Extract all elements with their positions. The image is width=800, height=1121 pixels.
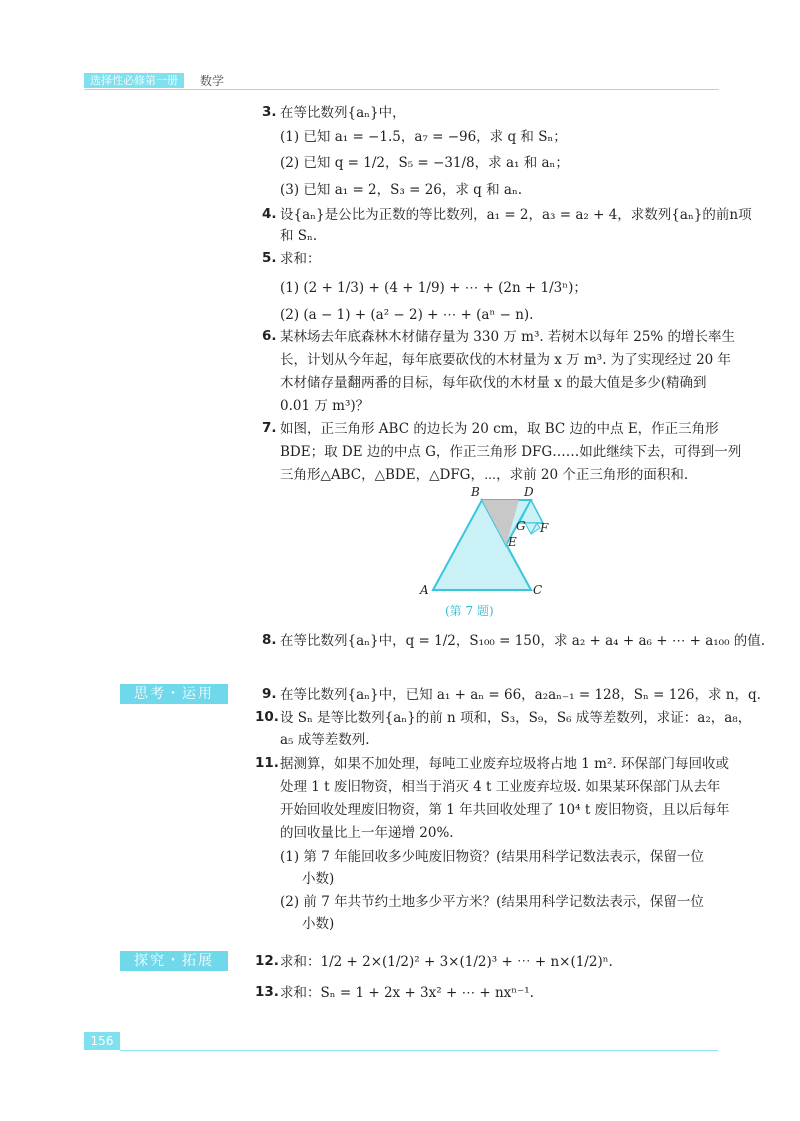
label-d: D bbox=[524, 485, 534, 499]
problem-4-line-2: 和 Sₙ. bbox=[280, 228, 318, 244]
label-e: E bbox=[508, 535, 517, 549]
section-think-apply: 思考・运用 bbox=[120, 684, 228, 704]
problem-7-line-2: BDE；取 DE 边的中点 G，作正三角形 DFG……如此继续下去，可得到一列 bbox=[280, 444, 742, 460]
section-explore-extend: 探究・拓展 bbox=[120, 951, 228, 971]
problem-10-line-2: a₅ 成等差数列. bbox=[280, 732, 370, 748]
problem-12-number: 12. bbox=[255, 953, 279, 969]
problem-3-stem: 在等比数列{aₙ}中， bbox=[280, 105, 406, 121]
label-f: F bbox=[540, 521, 549, 535]
problem-6-line-1: 某林场去年底森林木材储存量为 330 万 m³. 若树木以每年 25% 的增长率生 bbox=[280, 329, 736, 345]
problem-6-line-2: 长，计划从今年起，每年底要砍伐的木材量为 x 万 m³. 为了实现经过 20 年 bbox=[280, 352, 732, 368]
problem-11-part-1: (1) 第 7 年能回收多少吨废旧物资？(结果用科学记数法表示，保留一位 bbox=[280, 849, 704, 865]
problem-11-part-1-cont: 小数) bbox=[302, 871, 335, 887]
problem-5-stem: 求和： bbox=[280, 251, 321, 267]
problem-12-text: 求和：1/2 + 2×(1/2)² + 3×(1/2)³ + ⋯ + n×(1/2)ⁿ. bbox=[280, 954, 613, 970]
problem-11-number: 11. bbox=[255, 755, 279, 771]
problem-3-number: 3. bbox=[262, 104, 277, 120]
page-number: 156 bbox=[84, 1032, 120, 1050]
problem-11-part-2-cont: 小数) bbox=[302, 916, 335, 932]
problem-3-part-2: (2) 已知 q = 1/2，S₅ = −31/8，求 a₁ 和 aₙ； bbox=[280, 155, 569, 171]
label-b: B bbox=[471, 485, 480, 499]
problem-3-part-1: (1) 已知 a₁ = −1.5，a₇ = −96，求 q 和 Sₙ； bbox=[280, 129, 567, 145]
problem-3-part-3: (3) 已知 a₁ = 2，S₃ = 26，求 q 和 aₙ. bbox=[280, 182, 523, 198]
problem-7-line-1: 如图，正三角形 ABC 的边长为 20 cm，取 BC 边的中点 E，作正三角形 bbox=[280, 421, 719, 437]
problem-9-number: 9. bbox=[262, 686, 277, 702]
problem-11-line-4: 的回收量比上一年递增 20%. bbox=[280, 825, 454, 841]
problem-6-line-3: 木材储存量翻两番的目标，每年砍伐的木材量 x 的最大值是多少(精确到 bbox=[280, 375, 707, 391]
label-c: C bbox=[533, 583, 543, 597]
problem-11-part-2: (2) 前 7 年共节约土地多少平方米？(结果用科学记数法表示，保留一位 bbox=[280, 894, 704, 910]
problem-11-line-1: 据测算，如果不加处理，每吨工业废弃垃圾将占地 1 m². 环保部门每回收或 bbox=[280, 756, 729, 772]
problem-10-line-1: 设 Sₙ 是等比数列{aₙ}的前 n 项和，S₃，S₉，S₆ 成等差数列，求证：a₂，a₈， bbox=[280, 710, 752, 726]
problem-13-text: 求和：Sₙ = 1 + 2x + 3x² + ⋯ + nxⁿ⁻¹. bbox=[280, 985, 534, 1001]
problem-13-number: 13. bbox=[255, 984, 279, 1000]
label-a: A bbox=[420, 583, 429, 597]
problem-6-number: 6. bbox=[262, 328, 277, 344]
book-tag: 选择性必修第一册 bbox=[84, 73, 184, 88]
problem-8-text: 在等比数列{aₙ}中，q = 1/2，S₁₀₀ = 150，求 a₂ + a₄ + a₆ + ⋯ + a₁₀₀ 的值. bbox=[280, 633, 766, 649]
label-g: G bbox=[516, 519, 526, 533]
problem-11-line-2: 处理 1 t 废旧物资，相当于消灭 4 t 工业废弃垃圾. 如果某环保部门从去年 bbox=[280, 779, 721, 795]
problem-7-number: 7. bbox=[262, 420, 277, 436]
figure-caption: (第 7 题) bbox=[445, 604, 494, 618]
problem-8-number: 8. bbox=[262, 632, 277, 648]
problem-7-line-3: 三角形△ABC，△BDE，△DFG，⋯，求前 20 个正三角形的面积和. bbox=[280, 467, 689, 483]
problem-6-line-4: 0.01 万 m³)？ bbox=[280, 398, 370, 414]
subject-title: 数学 bbox=[200, 74, 225, 88]
problem-5-number: 5. bbox=[262, 250, 277, 266]
problem-4-number: 4. bbox=[262, 206, 277, 222]
footer-rule bbox=[120, 1050, 718, 1051]
problem-9-text: 在等比数列{aₙ}中，已知 a₁ + aₙ = 66，a₂aₙ₋₁ = 128，Sₙ = 126，求 n，q. bbox=[280, 687, 761, 703]
problem-5-part-2: (2) (a − 1) + (a² − 2) + ⋯ + (aⁿ − n). bbox=[280, 307, 534, 323]
problem-10-number: 10. bbox=[255, 709, 279, 725]
problem-5-part-1: (1) (2 + 1/3) + (4 + 1/9) + ⋯ + (2n + 1/3ⁿ)； bbox=[280, 280, 587, 296]
problem-4-line-1: 设{aₙ}是公比为正数的等比数列，a₁ = 2，a₃ = a₂ + 4，求数列{aₙ}的前n项 bbox=[280, 207, 752, 223]
problem-11-line-3: 开始回收处理废旧物资，第 1 年共回收处理了 10⁴ t 废旧物资，且以后每年 bbox=[280, 802, 730, 818]
